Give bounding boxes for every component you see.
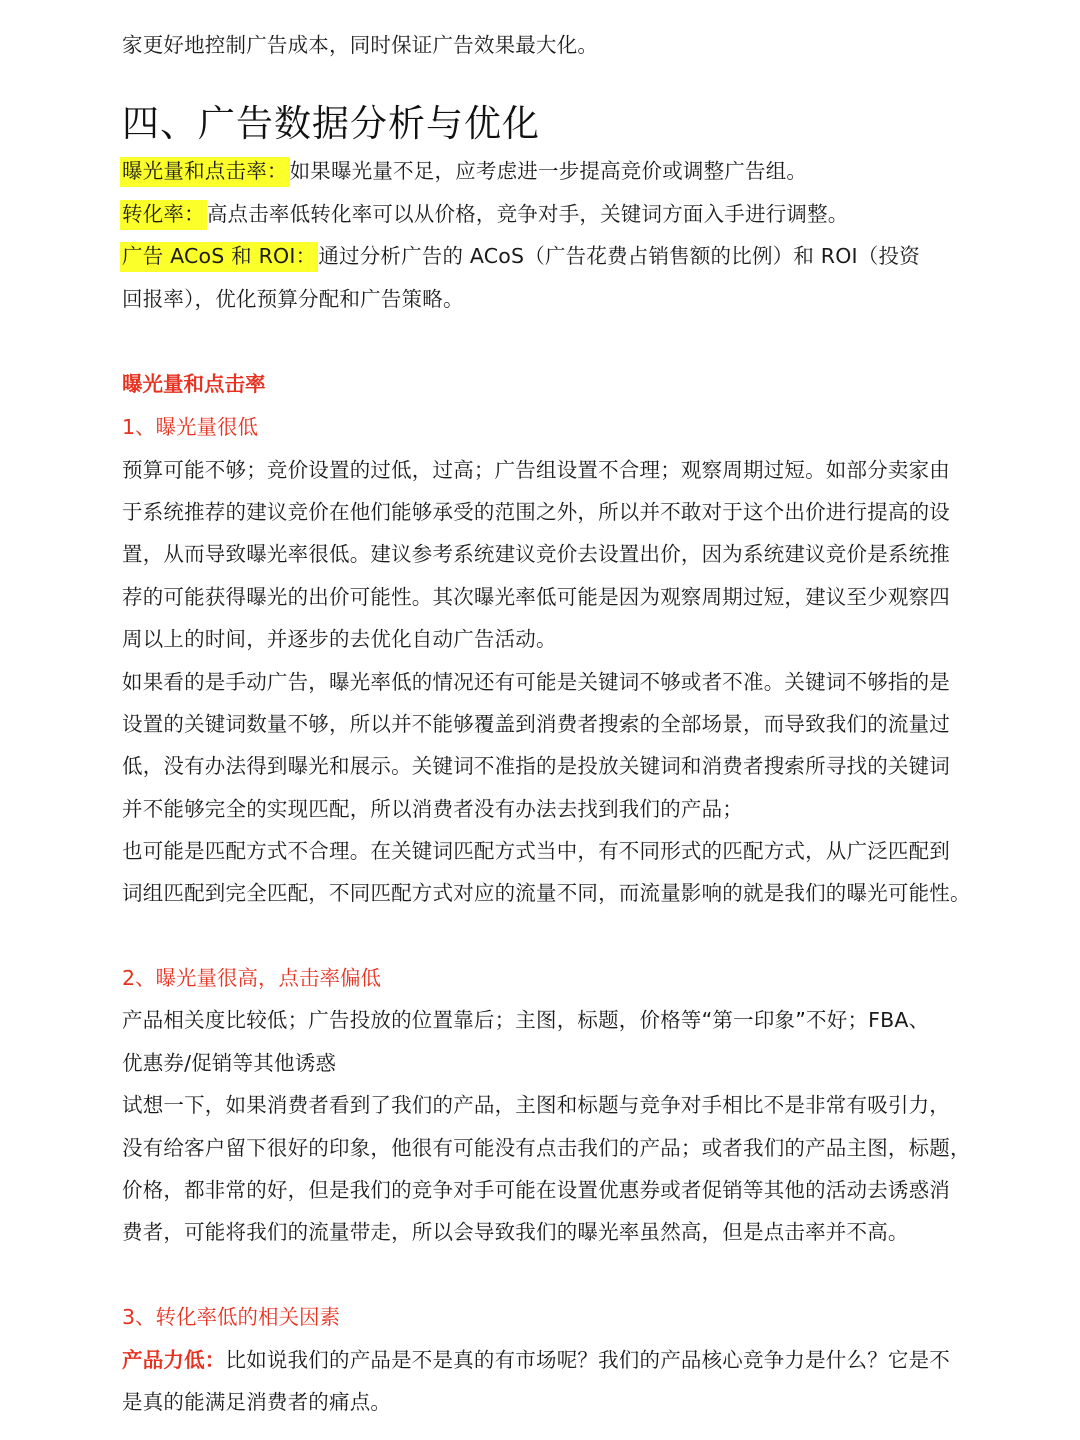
paragraph-line: 词组匹配到完全匹配，不同匹配方式对应的流量不同，而流量影响的就是我们的曝光可能性。: [122, 881, 971, 905]
paragraph-line: 周以上的时间，并逐步的去优化自动广告活动。: [122, 627, 557, 651]
paragraph-line: 设置的关键词数量不够，所以并不能够覆盖到消费者搜索的全部场景，而导致我们的流量过: [122, 712, 950, 736]
subheading-1: 1、曝光量很低: [122, 415, 259, 439]
paragraph-line: 没有给客户留下很好的印象，他很有可能没有点击我们的产品；或者我们的产品主图，标题，: [122, 1136, 971, 1160]
paragraph-line: 并不能够完全的实现匹配，所以消费者没有办法去找到我们的产品；: [122, 797, 743, 821]
highlight-label: 广告 ACoS 和 ROI：: [120, 242, 318, 272]
item-acos-roi: [122, 244, 972, 269]
item-conversion-rate: [122, 202, 972, 227]
highlight-label: 曝光量和点击率：: [120, 157, 290, 187]
paragraph-line: 价格，都非常的好，但是我们的竞争对手可能在设置优惠券或者促销等其他的活动去诱惑消: [122, 1178, 950, 1202]
paragraph-line: 预算可能不够；竞价设置的过低，过高；广告组设置不合理；观察周期过短。如部分卖家由: [122, 458, 950, 482]
product-strength-text: 比如说我们的产品是不是真的有市场呢？我们的产品核心竞争力是什么？它是不: [225, 1348, 950, 1372]
paragraph-line: 是真的能满足消费者的痛点。: [122, 1390, 392, 1414]
paragraph-line: 优惠券/促销等其他诱惑: [122, 1051, 337, 1075]
paragraph-line: 如果看的是手动广告，曝光率低的情况还有可能是关键词不够或者不准。关键词不够指的是: [122, 670, 950, 694]
item-acos-roi-continued: 回报率），优化预算分配和广告策略。: [122, 287, 464, 311]
paragraph-line: 低，没有办法得到曝光和展示。关键词不准指的是投放关键词和消费者搜索所寻找的关键词: [122, 754, 950, 778]
paragraph-line: 荐的可能获得曝光的出价可能性。其次曝光率低可能是因为观察周期过短，建议至少观察四: [122, 585, 950, 609]
section-heading: 四、广告数据分析与优化: [122, 102, 540, 145]
item-text: 如果曝光量不足，应考虑进一步提高竞价或调整广告组。: [289, 159, 808, 183]
item-text: 高点击率低转化率可以从价格，竞争对手，关键词方面入手进行调整。: [206, 202, 849, 226]
item-exposure-ctr: [122, 159, 972, 184]
subheading-2: 2、曝光量很高，点击率偏低: [122, 966, 382, 990]
paragraph-line: 置，从而导致曝光率很低。建议参考系统建议竞价去设置出价，因为系统建议竞价是系统推: [122, 542, 950, 566]
exposure-heading: 曝光量和点击率: [122, 372, 266, 396]
paragraph-line: 产品相关度比较低；广告投放的位置靠后；主图，标题，价格等“第一印象”不好；FBA、: [122, 1008, 930, 1032]
paragraph-line: 于系统推荐的建议竞价在他们能够承受的范围之外，所以并不敢对于这个出价进行提高的设: [122, 500, 950, 524]
paragraph-line: 也可能是匹配方式不合理。在关键词匹配方式当中，有不同形式的匹配方式，从广泛匹配到: [122, 839, 950, 863]
paragraph-line: 费者，可能将我们的流量带走，所以会导致我们的曝光率虽然高，但是点击率并不高。: [122, 1220, 909, 1244]
subheading-3: 3、转化率低的相关因素: [122, 1305, 341, 1329]
highlight-label: 转化率：: [120, 200, 207, 230]
product-strength-label: 产品力低：: [122, 1348, 226, 1372]
product-strength-line: [122, 1348, 972, 1373]
paragraph-fragment: 家更好地控制广告成本，同时保证广告效果最大化。: [122, 33, 599, 57]
item-text: 通过分析广告的 ACoS（广告花费占销售额的比例）和 ROI（投资: [318, 244, 920, 268]
paragraph-line: 试想一下，如果消费者看到了我们的产品，主图和标题与竞争对手相比不是非常有吸引力，: [122, 1093, 950, 1117]
